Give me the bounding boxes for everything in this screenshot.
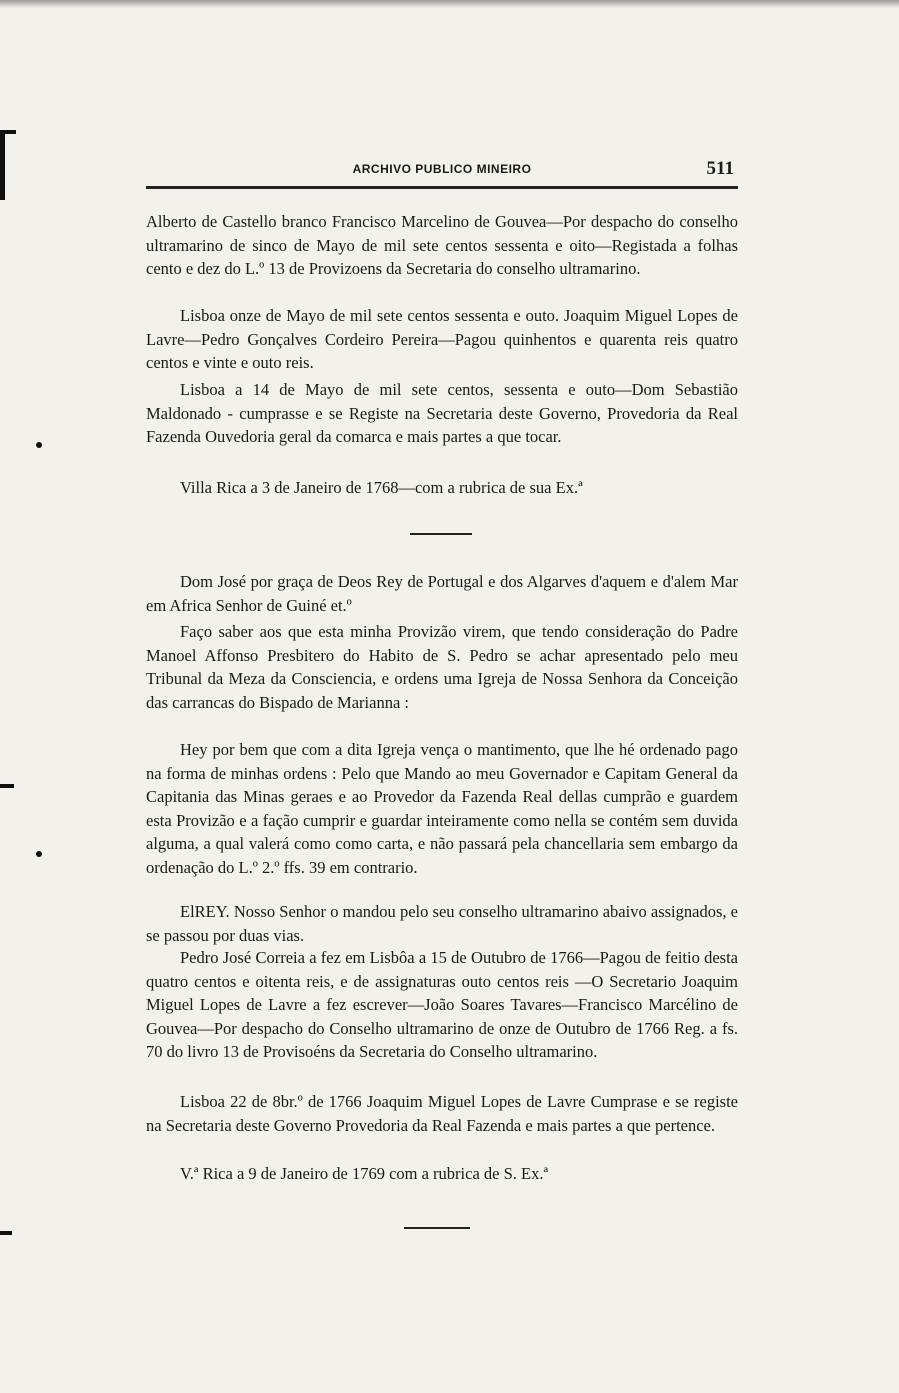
margin-tick-mark	[0, 1231, 12, 1235]
page-header	[146, 160, 738, 189]
running-head: ARCHIVO PUBLICO MINEIRO	[352, 162, 532, 176]
scan-edge	[0, 0, 899, 8]
paragraph: Lisboa 22 de 8br.º de 1766 Joaquim Miguel Lopes de Lavre Cumprase e se registe na Secretaria deste Governo Provedoria da Real Fazenda e mais partes a que pertence.	[146, 1092, 738, 1135]
paragraph: Hey por bem que com a dita Igreja vença o mantimento, que lhe hé ordenado pago na forma de minhas ordens : Pelo que Mando ao meu Governador e Capitam General da Capitania das Minas geraes e ao Provedor da Fazenda Real dellas cumprão e guardem esta Provizão e a fação cumprir e guardar inteiramente como nella se contém sem duvida alguma, a qual valerá como como carta, e não passará pela chancellaria sem embargo da ordenação do L.º 2.º ffs. 39 em contrario.	[146, 740, 738, 877]
margin-speck-mark	[36, 442, 42, 448]
paragraph: Pedro José Correia a fez em Lisbôa a 15 de Outubro de 1766—Pagou de feitio desta quatro centos e oitenta reis, e de assignaturas outo centos reis —O Secretario Joaquim Miguel Lopes de Lavre a fez escrever—João Soares Tavares—Francisco Marcélino de Gouvea—Por despacho do Conselho ultramarino de onze de Outubro de 1766 Reg. a fs. 70 do livro 13 de Provisoéns da Secretaria do Conselho ultramarino.	[146, 948, 738, 1062]
paragraph: Alberto de Castello branco Francisco Marcelino de Gouvea—Por despacho do conselho ultramarino de sinco de Mayo de mil sete centos sessenta e oito—Registada a folhas cento e dez do L.º 13 de Provizoens da Secretaria do conselho ultramarino.	[146, 212, 738, 279]
section-divider	[410, 533, 472, 535]
paragraph: Villa Rica a 3 de Janeiro de 1768—com a rubrica de sua Ex.ª	[180, 478, 583, 497]
paragraph: Faço saber aos que esta minha Provizão virem, que tendo consideração do Padre Manoel Affonso Presbitero do Habito de S. Pedro se achar apresentado pelo meu Tribunal da Meza da Consciencia, e ordens uma Igreja de Nossa Senhora da Conceição das carrancas do Bispado de Marianna :	[146, 622, 738, 712]
margin-bracket-mark	[0, 130, 5, 200]
paragraph: Lisboa onze de Mayo de mil sete centos sessenta e outo. Joaquim Miguel Lopes de Lavre—Pedro Gonçalves Cordeiro Pereira—Pagou quinhentos e quarenta reis quatro centos e vinte e outo reis.	[146, 306, 738, 373]
paragraph: Dom José por graça de Deos Rey de Portugal e dos Algarves d'aquem e d'alem Mar em Africa Senhor de Guiné et.º	[146, 572, 738, 615]
paragraph: ElREY. Nosso Senhor o mandou pelo seu conselho ultramarino abaivo assignados, e se passou por duas vias.	[146, 902, 738, 945]
paragraph: Lisboa a 14 de Mayo de mil sete centos, sessenta e outo—Dom Sebastião Maldonado - cumprasse e se Registe na Secretaria deste Governo, Provedoria da Real Fazenda Ouvedoria geral da comarca e mais partes a que tocar.	[146, 380, 738, 447]
paragraph: V.ª Rica a 9 de Janeiro de 1769 com a rubrica de S. Ex.ª	[180, 1164, 549, 1183]
end-divider	[404, 1227, 470, 1229]
margin-speck-mark	[36, 851, 42, 857]
page-number: 511	[706, 158, 734, 179]
margin-tick-mark	[0, 784, 14, 788]
